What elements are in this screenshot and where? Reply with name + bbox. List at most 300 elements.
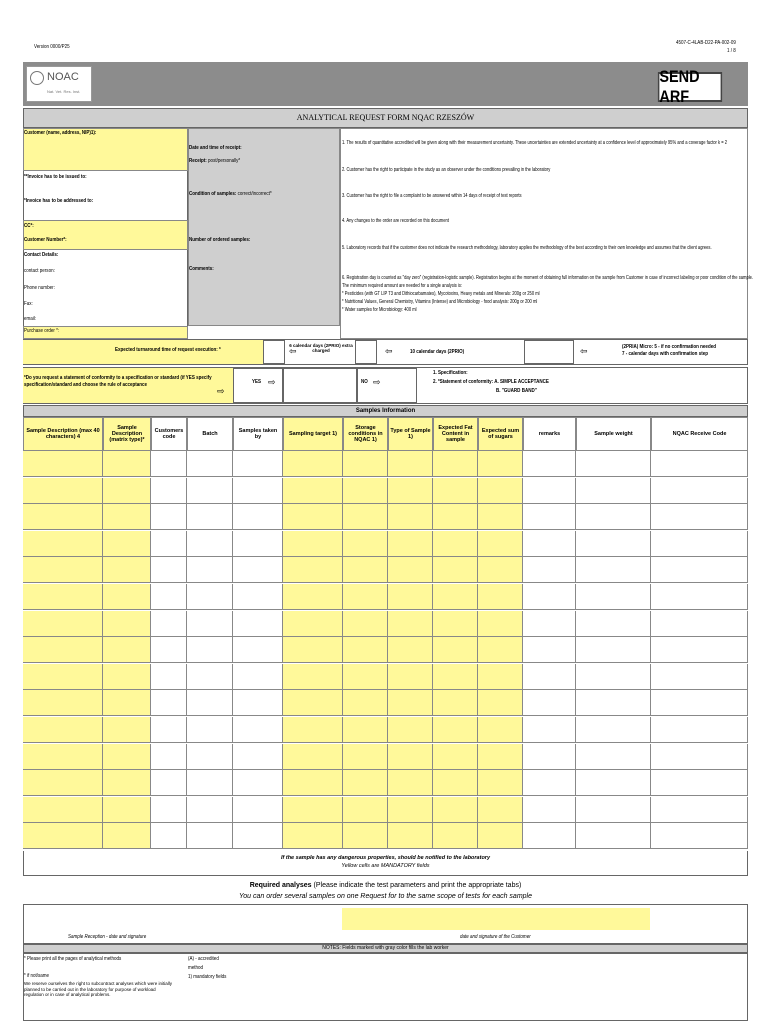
- col-customers-code: Customers code: [151, 417, 187, 451]
- matrix-type-cell[interactable]: [103, 611, 151, 636]
- table-cell[interactable]: [388, 690, 433, 715]
- turnaround-option-2: 10 calendar days (2PRIO): [410, 349, 465, 355]
- table-cell[interactable]: [651, 797, 748, 822]
- table-cell[interactable]: [151, 531, 187, 556]
- sample-description-cell[interactable]: [23, 797, 103, 822]
- table-cell[interactable]: [283, 531, 343, 556]
- table-cell[interactable]: [433, 557, 478, 582]
- table-cell[interactable]: [576, 797, 651, 822]
- table-cell[interactable]: [151, 690, 187, 715]
- table-row: [23, 478, 748, 504]
- col-remarks: remarks: [523, 417, 576, 451]
- table-cell[interactable]: [233, 717, 283, 742]
- table-row: [23, 557, 748, 583]
- table-cell[interactable]: [343, 478, 388, 503]
- note-accredited: (A) - accredited: [188, 956, 219, 962]
- dangerous-note: If the sample has any dangerous properties, should be notified to the laboratory: [280, 855, 491, 861]
- table-cell[interactable]: [576, 611, 651, 636]
- table-cell[interactable]: [523, 478, 576, 503]
- table-cell[interactable]: [388, 557, 433, 582]
- arrow-right-icon: ⇨: [373, 377, 381, 387]
- table-cell[interactable]: [343, 637, 388, 662]
- customer-signature-label: date and signature of the Customer: [460, 934, 531, 940]
- col-type-of-sample: Type of Sample 1): [388, 417, 433, 451]
- matrix-type-cell[interactable]: [103, 557, 151, 582]
- table-row: [23, 584, 748, 610]
- contact-details-label: Contact Details:: [24, 252, 59, 258]
- fax-label: Fax:: [24, 301, 33, 307]
- table-row: [23, 504, 748, 530]
- table-cell[interactable]: [233, 584, 283, 609]
- table-cell[interactable]: [343, 717, 388, 742]
- table-row: [23, 451, 748, 477]
- matrix-type-cell[interactable]: [103, 478, 151, 503]
- turnaround-check-1[interactable]: [263, 340, 285, 364]
- sample-description-cell[interactable]: [23, 664, 103, 689]
- sample-description-cell[interactable]: [23, 717, 103, 742]
- matrix-type-cell[interactable]: [103, 744, 151, 769]
- table-row: [23, 531, 748, 557]
- table-cell[interactable]: [343, 611, 388, 636]
- table-cell[interactable]: [233, 451, 283, 476]
- arrow-left-icon: ⇦: [580, 346, 588, 356]
- order-several-note: You can order several samples on one Request for to the same scope of tests for each sample: [239, 893, 532, 900]
- table-cell[interactable]: [343, 531, 388, 556]
- table-cell[interactable]: [576, 584, 651, 609]
- table-cell[interactable]: [576, 823, 651, 848]
- table-cell[interactable]: [283, 797, 343, 822]
- note-1: 1. The results of quantitative accredited will be given along with their measurement uncertainty. These uncertainties are extended uncertainty at a confidence level of approximately 95% and a coverage factor k = 2: [342, 140, 728, 146]
- sample-description-cell[interactable]: [23, 451, 103, 476]
- col-samples-taken-by: Samples taken by: [233, 417, 283, 451]
- table-cell[interactable]: [478, 611, 523, 636]
- specification-label: 1. Specification:: [433, 370, 468, 376]
- table-cell[interactable]: [233, 611, 283, 636]
- table-cell[interactable]: [478, 531, 523, 556]
- turnaround-label: Expected turnaround time of request execution: *: [115, 347, 221, 353]
- note-10: * Water samples for Microbiology: 400 ml: [342, 307, 417, 313]
- note-7: The minimum required amount are needed for a single analysis is:: [342, 283, 463, 289]
- table-cell[interactable]: [523, 611, 576, 636]
- table-cell[interactable]: [187, 531, 233, 556]
- condition-label: Condition of samples:: [189, 191, 237, 197]
- sample-description-cell[interactable]: [23, 611, 103, 636]
- turnaround-check-2[interactable]: [355, 340, 377, 364]
- table-cell[interactable]: [523, 717, 576, 742]
- table-cell[interactable]: [151, 770, 187, 795]
- table-cell[interactable]: [576, 690, 651, 715]
- condition-value: correct/incorrect*: [237, 191, 272, 197]
- table-cell[interactable]: [433, 770, 478, 795]
- table-cell[interactable]: [651, 584, 748, 609]
- table-cell[interactable]: [151, 797, 187, 822]
- table-cell[interactable]: [651, 823, 748, 848]
- required-analyses-hint: (Please indicate the test parameters and print the appropriate tabs): [313, 882, 522, 889]
- table-cell[interactable]: [478, 770, 523, 795]
- table-cell[interactable]: [523, 557, 576, 582]
- table-cell[interactable]: [283, 611, 343, 636]
- matrix-type-cell[interactable]: [103, 451, 151, 476]
- note-2: 2. Customer has the right to participate in the study as an observer under the conditions prevailing in the laboratory: [342, 167, 551, 173]
- table-cell[interactable]: [523, 664, 576, 689]
- table-cell[interactable]: [343, 823, 388, 848]
- table-cell[interactable]: [651, 611, 748, 636]
- table-cell[interactable]: [651, 531, 748, 556]
- table-cell[interactable]: [576, 504, 651, 529]
- table-cell[interactable]: [388, 717, 433, 742]
- arrow-right-icon: ⇨: [268, 377, 276, 387]
- receipt-value: post/personally*: [208, 158, 241, 164]
- table-cell[interactable]: [283, 637, 343, 662]
- note-3: 3. Customer has the right to file a complaint to be answered within 14 days of receipt of test reports: [342, 193, 522, 199]
- table-cell[interactable]: [478, 504, 523, 529]
- table-cell[interactable]: [388, 823, 433, 848]
- table-cell[interactable]: [433, 690, 478, 715]
- col-nqac-receive-code: NQAC Receive Code: [651, 417, 748, 451]
- required-analyses-title: Required analyses: [249, 882, 312, 889]
- note-method: method: [188, 965, 204, 971]
- table-cell[interactable]: [187, 637, 233, 662]
- table-cell[interactable]: [478, 557, 523, 582]
- table-cell[interactable]: [433, 504, 478, 529]
- table-cell[interactable]: [343, 797, 388, 822]
- table-cell[interactable]: [388, 744, 433, 769]
- col-sample-weight: Sample weight: [576, 417, 651, 451]
- table-cell[interactable]: [433, 637, 478, 662]
- table-cell[interactable]: [478, 637, 523, 662]
- table-cell[interactable]: [576, 664, 651, 689]
- logo: [26, 66, 92, 102]
- table-cell[interactable]: [523, 744, 576, 769]
- table-cell[interactable]: [233, 478, 283, 503]
- table-cell[interactable]: [478, 717, 523, 742]
- table-cell[interactable]: [343, 584, 388, 609]
- sample-description-cell[interactable]: [23, 478, 103, 503]
- table-cell[interactable]: [433, 797, 478, 822]
- table-cell[interactable]: [523, 531, 576, 556]
- matrix-type-cell[interactable]: [103, 584, 151, 609]
- table-cell[interactable]: [433, 478, 478, 503]
- table-cell[interactable]: [576, 451, 651, 476]
- col-expected-sugars: Expected sum of sugars: [478, 417, 523, 451]
- table-cell[interactable]: [283, 584, 343, 609]
- table-cell[interactable]: [187, 797, 233, 822]
- turnaround-option-1: 6 calendar days (2PRIO) extra charged: [289, 343, 353, 354]
- table-cell[interactable]: [187, 504, 233, 529]
- table-cell[interactable]: [343, 770, 388, 795]
- table-cell[interactable]: [187, 744, 233, 769]
- table-cell[interactable]: [651, 478, 748, 503]
- note-5: 5. Laboratory records that if the customer does not indicate the research methodology, laboratory applies the methodology of the best according to their own knowledge and assumes that the client agrees.: [342, 245, 712, 251]
- table-row: [23, 664, 748, 690]
- matrix-type-cell[interactable]: [103, 664, 151, 689]
- note-6: 6. Registration day is counted as "day zero" (registration-logistic sample). Registration begins at the moment of obtaining full information on the sample from Customer in case of incorrect labeling or poor condition of the sample.: [342, 275, 754, 281]
- table-row: [23, 823, 748, 849]
- table-cell[interactable]: [283, 770, 343, 795]
- table-cell[interactable]: [651, 690, 748, 715]
- table-cell[interactable]: [233, 504, 283, 529]
- sample-description-cell[interactable]: [23, 690, 103, 715]
- table-cell[interactable]: [523, 690, 576, 715]
- table-cell[interactable]: [151, 637, 187, 662]
- customer-signature-field[interactable]: [342, 908, 650, 930]
- note-if-not: * if not/same: [24, 973, 50, 979]
- table-cell[interactable]: [388, 797, 433, 822]
- col-expected-fat: Expected Fat Content in sample: [433, 417, 478, 451]
- arrow-left-icon: ⇦: [289, 346, 297, 356]
- comments-label: Comments:: [189, 266, 214, 272]
- sample-description-cell[interactable]: [23, 557, 103, 582]
- table-cell[interactable]: [151, 744, 187, 769]
- table-cell[interactable]: [343, 451, 388, 476]
- table-cell[interactable]: [651, 744, 748, 769]
- table-cell[interactable]: [523, 770, 576, 795]
- table-cell[interactable]: [433, 717, 478, 742]
- note-8: * Pesticides (with GT LIP T3 and Dithiocarbamates), Mycotoxins, Heavy metals and Minerals: 200g or 250 ml: [342, 291, 540, 297]
- matrix-type-cell[interactable]: [103, 823, 151, 848]
- table-cell[interactable]: [523, 797, 576, 822]
- table-cell[interactable]: [187, 823, 233, 848]
- sample-description-cell[interactable]: [23, 823, 103, 848]
- table-cell[interactable]: [651, 637, 748, 662]
- table-cell[interactable]: [433, 664, 478, 689]
- conformity-question: *Do you request a statement of conformity to a specification or standard (if YES specify specification/standard and choose the rule of acceptance: [24, 375, 212, 388]
- table-cell[interactable]: [523, 823, 576, 848]
- table-cell[interactable]: [388, 770, 433, 795]
- sample-description-cell[interactable]: [23, 584, 103, 609]
- form-title: ANALYTICAL REQUEST FORM NQAC RZESZÓW: [23, 108, 748, 128]
- table-cell[interactable]: [576, 744, 651, 769]
- note-4: 4. Any changes to the order are recorded on this document: [342, 218, 449, 224]
- table-cell[interactable]: [433, 531, 478, 556]
- table-cell[interactable]: [233, 557, 283, 582]
- table-cell[interactable]: [651, 451, 748, 476]
- table-cell[interactable]: [576, 770, 651, 795]
- table-cell[interactable]: [651, 504, 748, 529]
- table-cell[interactable]: [283, 478, 343, 503]
- table-cell[interactable]: [283, 823, 343, 848]
- table-cell[interactable]: [388, 504, 433, 529]
- table-row: [23, 797, 748, 823]
- notes-title: NOTES: Fields marked with gray color fills the lab worker: [23, 944, 748, 953]
- matrix-type-cell[interactable]: [103, 504, 151, 529]
- table-cell[interactable]: [151, 584, 187, 609]
- table-cell[interactable]: [433, 584, 478, 609]
- table-cell[interactable]: [233, 797, 283, 822]
- sample-description-cell[interactable]: [23, 504, 103, 529]
- sample-description-cell[interactable]: [23, 744, 103, 769]
- send-arf-button[interactable]: SEND ARF: [658, 72, 723, 102]
- purchase-order-label: Purchase order *:: [24, 328, 60, 334]
- table-cell[interactable]: [433, 611, 478, 636]
- required-analyses-line: [23, 882, 748, 889]
- table-row: [23, 611, 748, 637]
- cc-label: CC*:: [24, 223, 34, 229]
- table-cell[interactable]: [233, 690, 283, 715]
- table-cell[interactable]: [478, 690, 523, 715]
- arrow-right-icon: ⇨: [217, 386, 225, 396]
- table-cell[interactable]: [576, 717, 651, 742]
- table-cell[interactable]: [187, 770, 233, 795]
- table-cell[interactable]: [576, 637, 651, 662]
- table-cell[interactable]: [151, 611, 187, 636]
- receipt-label: Receipt:: [189, 158, 207, 164]
- logo-subtitle: Nat. Vet. Res. Inst.: [47, 89, 81, 94]
- table-cell[interactable]: [187, 478, 233, 503]
- table-cell[interactable]: [233, 664, 283, 689]
- table-cell[interactable]: [523, 451, 576, 476]
- logo-text: NOAC: [47, 71, 79, 83]
- table-cell[interactable]: [233, 531, 283, 556]
- sample-description-cell[interactable]: [23, 637, 103, 662]
- col-storage-conditions: Storage conditions in NQAC 1): [343, 417, 388, 451]
- table-cell[interactable]: [433, 451, 478, 476]
- table-cell[interactable]: [187, 451, 233, 476]
- note-9: * Nutritional Values, General Chemistry, Vitamins (Intense) and Microbiology - food analysis: 200g or 200 ml: [342, 299, 538, 305]
- matrix-type-cell[interactable]: [103, 531, 151, 556]
- table-row: [23, 770, 748, 796]
- phone-label: Phone number:: [24, 285, 55, 291]
- table-row: [23, 637, 748, 663]
- matrix-type-cell[interactable]: [103, 717, 151, 742]
- email-label: email:: [24, 316, 37, 322]
- col-batch: Batch: [187, 417, 233, 451]
- number-samples-label: Number of ordered samples:: [189, 237, 251, 243]
- invoice-addressed-label: *Invoice has to be addressed to:: [24, 198, 94, 204]
- table-cell[interactable]: [478, 451, 523, 476]
- table-cell[interactable]: [388, 451, 433, 476]
- header-band: [23, 62, 748, 106]
- table-cell[interactable]: [576, 531, 651, 556]
- version-label: Version 0000/P25: [34, 44, 70, 50]
- table-cell[interactable]: [388, 584, 433, 609]
- table-cell[interactable]: [233, 823, 283, 848]
- table-cell[interactable]: [576, 557, 651, 582]
- cc-customer-number-field[interactable]: [23, 220, 188, 250]
- turnaround-check-3[interactable]: [524, 340, 574, 364]
- table-cell[interactable]: [343, 557, 388, 582]
- table-cell[interactable]: [651, 717, 748, 742]
- table-cell[interactable]: [343, 744, 388, 769]
- turnaround-option-3b: 7 - calendar days with confirmation step: [622, 351, 708, 357]
- no-label: NO: [361, 379, 368, 385]
- matrix-type-cell[interactable]: [103, 690, 151, 715]
- arrow-left-icon: ⇦: [385, 346, 393, 356]
- guard-band-label: B. "GUARD BAND": [496, 388, 537, 394]
- table-cell[interactable]: [187, 557, 233, 582]
- table-cell[interactable]: [651, 557, 748, 582]
- table-cell[interactable]: [151, 823, 187, 848]
- col-matrix-type: Sample Description (matrix type)*: [103, 417, 151, 451]
- logo-emblem-icon: [30, 71, 44, 85]
- table-cell[interactable]: [187, 664, 233, 689]
- table-cell[interactable]: [478, 797, 523, 822]
- mandatory-note: Yellow cells are MANDATORY fields: [341, 863, 430, 869]
- table-cell[interactable]: [283, 557, 343, 582]
- table-cell[interactable]: [233, 637, 283, 662]
- col-sample-description: Sample Description (max 40 characters) 4: [23, 417, 103, 451]
- table-cell[interactable]: [478, 584, 523, 609]
- sample-description-cell[interactable]: [23, 531, 103, 556]
- table-cell[interactable]: [478, 478, 523, 503]
- table-cell[interactable]: [283, 504, 343, 529]
- table-cell[interactable]: [283, 690, 343, 715]
- table-cell[interactable]: [343, 690, 388, 715]
- table-row: [23, 744, 748, 770]
- table-cell[interactable]: [523, 584, 576, 609]
- table-cell[interactable]: [151, 451, 187, 476]
- table-cell[interactable]: [151, 717, 187, 742]
- table-cell[interactable]: [388, 637, 433, 662]
- matrix-type-cell[interactable]: [103, 637, 151, 662]
- table-cell[interactable]: [233, 744, 283, 769]
- table-cell[interactable]: [651, 664, 748, 689]
- page-number: 1 / 8: [727, 48, 736, 54]
- yes-label: YES: [252, 379, 262, 385]
- table-cell[interactable]: [151, 664, 187, 689]
- table-cell[interactable]: [283, 744, 343, 769]
- table-cell[interactable]: [187, 611, 233, 636]
- table-cell[interactable]: [233, 770, 283, 795]
- table-cell[interactable]: [523, 637, 576, 662]
- table-cell[interactable]: [343, 664, 388, 689]
- table-cell[interactable]: [283, 451, 343, 476]
- samples-title: Samples Information: [23, 405, 748, 417]
- table-cell[interactable]: [343, 504, 388, 529]
- table-cell[interactable]: [478, 744, 523, 769]
- yes-field[interactable]: [283, 368, 357, 403]
- table-cell[interactable]: [283, 664, 343, 689]
- table-cell[interactable]: [187, 717, 233, 742]
- contact-person-label: contact person:: [24, 268, 55, 274]
- col-sampling-target: Sampling target 1): [283, 417, 343, 451]
- table-cell[interactable]: [576, 478, 651, 503]
- table-cell[interactable]: [433, 823, 478, 848]
- table-cell[interactable]: [187, 690, 233, 715]
- table-cell[interactable]: [151, 557, 187, 582]
- customer-label: Customer (name, address, NIP)1):: [24, 130, 97, 136]
- table-cell[interactable]: [388, 611, 433, 636]
- table-cell[interactable]: [151, 504, 187, 529]
- table-row: [23, 690, 748, 716]
- table-cell[interactable]: [187, 584, 233, 609]
- samples-header-row: [23, 417, 748, 451]
- table-cell[interactable]: [388, 478, 433, 503]
- note-subcontract: We reserve ourselves the right to subcontract analyses which were initially planned to be carried out in the laboratory for purpose of workload regulation or in case of analytical problems.: [24, 981, 172, 998]
- matrix-type-cell[interactable]: [103, 770, 151, 795]
- document-id: 4507-C-4LAB-D22-PA-002-09: [676, 40, 736, 46]
- table-cell[interactable]: [478, 664, 523, 689]
- table-row: [23, 717, 748, 743]
- matrix-type-cell[interactable]: [103, 797, 151, 822]
- statement-label: 2. *Statement of conformity: A. SIMPLE ACCEPTANCE: [433, 379, 549, 385]
- reception-label: Sample Reception - date and signature: [68, 934, 147, 940]
- sample-description-cell[interactable]: [23, 770, 103, 795]
- customer-number-label: Customer Number*:: [24, 237, 67, 243]
- table-cell[interactable]: [433, 744, 478, 769]
- table-cell[interactable]: [151, 478, 187, 503]
- note-print-pages: * Please print all the pages of analytical methods: [24, 956, 122, 962]
- invoice-issued-label: **Invoice has to be issued to:: [24, 174, 87, 180]
- table-cell[interactable]: [523, 504, 576, 529]
- turnaround-option-3a: (2PRIA) Micro: 5 - if no confirmation needed: [622, 344, 716, 350]
- table-cell[interactable]: [388, 664, 433, 689]
- table-cell[interactable]: [283, 717, 343, 742]
- table-cell[interactable]: [651, 770, 748, 795]
- table-cell[interactable]: [478, 823, 523, 848]
- table-cell[interactable]: [388, 531, 433, 556]
- note-mandatory: 1) mandatory fields: [188, 974, 227, 980]
